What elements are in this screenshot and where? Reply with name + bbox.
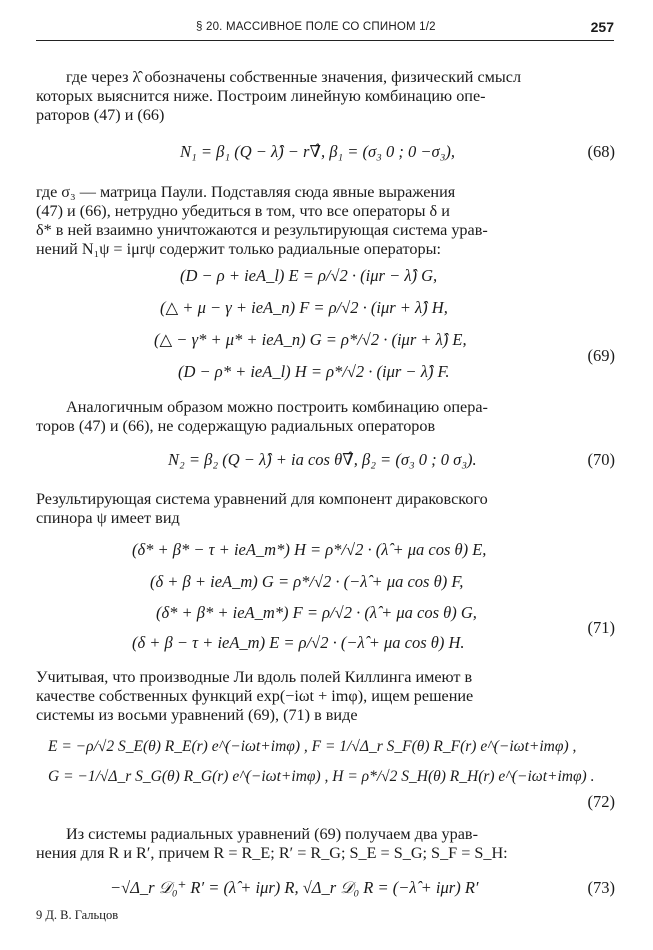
equation-72-line-2: G = −1/√Δ_r S_G(θ) R_G(r) e^(−iωt+imφ) , H = ρ*/√2 S_H(θ) R_H(r) e^(−iωt+imφ) . xyxy=(48,768,595,785)
text-line: где через λ̂ обозначены собственные значения, физический смысл xyxy=(66,68,522,86)
text-line: δ* в ней взаимно уничтожаются и результирующая система урав- xyxy=(36,221,488,239)
equation-number-71: (71) xyxy=(587,618,615,637)
text-line: раторов (47) и (66) xyxy=(36,106,165,124)
running-header xyxy=(36,18,614,41)
running-head-title: § 20. МАССИВНОЕ ПОЛЕ СО СПИНОМ 1/2 xyxy=(196,21,436,33)
equation-68: N₁ = β₁ (Q − λ̂) − r∇̂, β₁ = (σ₃ 0 ; 0 −σ₃), xyxy=(180,142,456,161)
equation-73: −√Δ_r 𝒟₀⁺ R′ = (λ̂ + iμr) R, √Δ_r 𝒟₀ R = (−λ̂ + iμr) R′ xyxy=(110,878,479,897)
text-line: качестве собственных функций exp(−iωt + imφ), ищем решение xyxy=(36,687,474,705)
paragraph-5 xyxy=(36,668,614,725)
text-line: Учитывая, что производные Ли вдоль полей Киллинга имеют в xyxy=(36,668,473,686)
equation-70: N₂ = β₂ (Q − λ̂) + ia cos θ∇̂, β₂ = (σ₃ 0 ; 0 σ₃). xyxy=(168,450,477,469)
paragraph-3 xyxy=(36,398,614,436)
text-line: спинора ψ имеет вид xyxy=(36,509,180,527)
paragraph-1 xyxy=(36,68,614,125)
equation-number-70: (70) xyxy=(587,450,615,469)
text-line: торов (47) и (66), не содержащую радиальных операторов xyxy=(36,417,436,435)
page-number: 257 xyxy=(590,19,614,35)
equation-72-line-1: E = −ρ/√2 S_E(θ) R_E(r) e^(−iωt+imφ) , F = 1/√Δ_r S_F(θ) R_F(r) e^(−iωt+imφ) , xyxy=(48,738,577,755)
text-line: где σ₃ — матрица Паули. Подставляя сюда явные выражения xyxy=(36,183,456,201)
text-line: системы из восьми уравнений (69), (71) в виде xyxy=(36,706,358,724)
equation-number-72: (72) xyxy=(587,792,615,811)
equation-71-line-4: (δ + β − τ + ieA_m) E = ρ/√2 · (−λ̂ + μa cos θ) H. xyxy=(132,633,465,652)
equation-number-68: (68) xyxy=(587,142,615,161)
equation-number-69: (69) xyxy=(587,346,615,365)
equation-71-line-1: (δ* + β* − τ + ieA_m*) H = ρ*/√2 · (λ̂ + μa cos θ) E, xyxy=(132,540,487,559)
text-line: нений N₁ψ = iμrψ содержит только радиальные операторы: xyxy=(36,240,441,258)
paragraph-6 xyxy=(36,825,614,863)
equation-69-line-4: (D − ρ* + ieA_l) H = ρ*/√2 · (iμr − λ̂) F. xyxy=(178,362,450,381)
text-line: которых выяснится ниже. Построим линейную комбинацию опе- xyxy=(36,87,486,105)
text-line: Результирующая система уравнений для компонент дираковского xyxy=(36,490,488,508)
text-line: Из системы радиальных уравнений (69) получаем два урав- xyxy=(66,825,478,843)
equation-71-line-2: (δ + β + ieA_m) G = ρ*/√2 · (−λ̂ + μa cos θ) F, xyxy=(150,572,464,591)
equation-69-line-1: (D − ρ + ieA_l) E = ρ/√2 · (iμr − λ̂) G, xyxy=(180,266,438,285)
paragraph-4 xyxy=(36,490,614,528)
equation-71-line-3: (δ* + β* + ieA_m*) F = ρ/√2 · (λ̂ + μa cos θ) G, xyxy=(156,603,477,622)
text-line: Аналогичным образом можно построить комбинацию опера- xyxy=(66,398,488,416)
text-line: (47) и (66), нетрудно убедиться в том, что все операторы δ и xyxy=(36,202,450,220)
paragraph-2 xyxy=(36,183,614,259)
equation-69-line-3: (△ − γ* + μ* + ieA_n) G = ρ*/√2 · (iμr + λ̂) E, xyxy=(154,330,467,349)
equation-69-line-2: (△ + μ − γ + ieA_n) F = ρ/√2 · (iμr + λ̂) H, xyxy=(160,298,448,317)
equation-number-73: (73) xyxy=(587,878,615,897)
text-line: нения для R и R′, причем R = R_E; R′ = R_G; S_E = S_G; S_F = S_H: xyxy=(36,844,508,862)
printer-signature: 9 Д. В. Гальцов xyxy=(36,908,119,922)
